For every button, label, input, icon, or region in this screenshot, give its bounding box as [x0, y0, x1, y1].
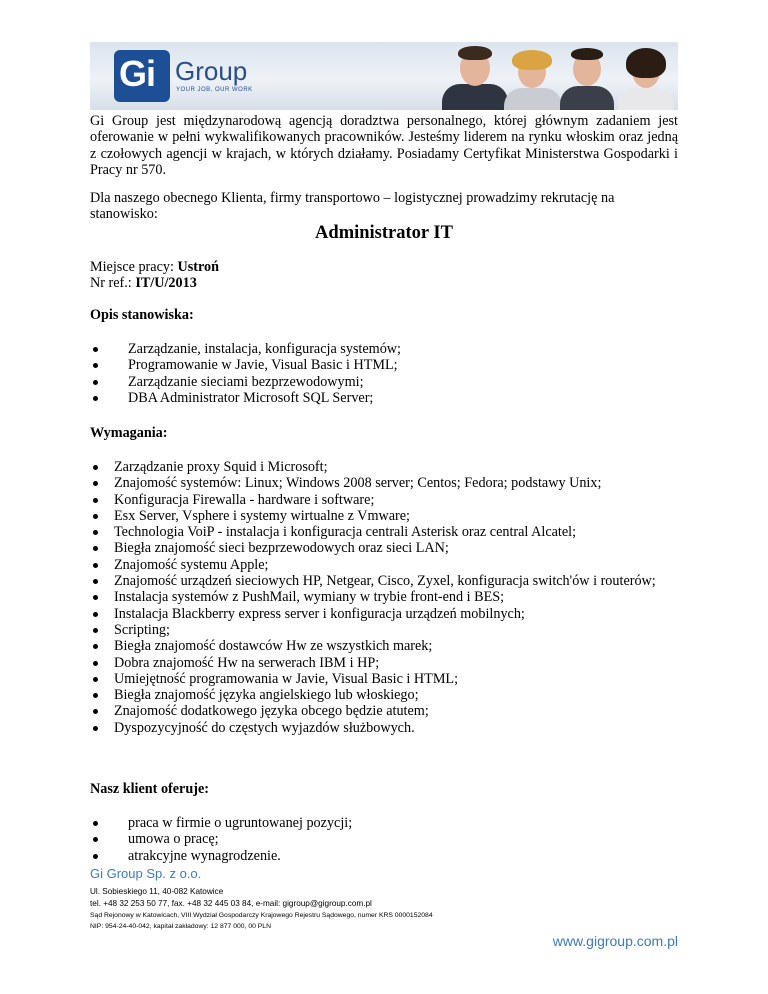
bullet-icon [93, 661, 98, 666]
bullet-icon [93, 481, 98, 486]
logo-group-text: Group [175, 56, 248, 86]
description-list [90, 341, 678, 406]
logo-gi-text: Gi [119, 53, 156, 94]
location-line [90, 259, 678, 275]
list-item: Instalacja Blackberry express server i konfiguracja urządzeń mobilnych; [90, 606, 678, 622]
list-item: Biegła znajomość sieci bezprzewodowych oraz sieci LAN; [90, 540, 678, 556]
bullet-icon [93, 612, 98, 617]
list-item: Programowanie w Javie, Visual Basic i HTML; [90, 357, 678, 373]
bullet-icon [93, 363, 98, 368]
intro-paragraph: Gi Group jest międzynarodową agencją doradztwa personalnego, której głównym zadaniem jest oferowanie w pełni wykwalifikowanych pracowników. Jesteśmy liderem na rynku włoskim oraz jedną z czołowych agencji w krajach, w których działamy. Posiadamy Certyfikat Ministerstwa Gospodarki i Pracy nr 570. [90, 113, 678, 178]
bullet-icon [93, 644, 98, 649]
reference-label: Nr ref.: [90, 275, 136, 291]
bullet-icon [93, 693, 98, 698]
footer-company-name: Gi Group Sp. z o.o. [90, 866, 202, 881]
list-item: Dyspozycyjność do częstych wyjazdów służbowych. [90, 720, 678, 736]
bullet-icon [93, 677, 98, 682]
list-item: Biegła znajomość języka angielskiego lub włoskiego; [90, 687, 678, 703]
location-value: Ustroń [177, 259, 219, 275]
bullet-icon [93, 514, 98, 519]
bullet-icon [93, 563, 98, 568]
location-label: Miejsce pracy: [90, 259, 178, 275]
offer-list [90, 815, 678, 864]
footer-address: Ul. Sobieskiego 11, 40-082 Katowice [90, 887, 224, 896]
list-item: Esx Server, Vsphere i systemy wirtualne z Vmware; [90, 508, 678, 524]
list-item: DBA Administrator Microsoft SQL Server; [90, 390, 678, 406]
bullet-icon [93, 530, 98, 535]
description-heading: Opis stanowiska: [90, 307, 194, 323]
list-item: Znajomość urządzeń sieciowych HP, Netgear, Cisco, Zyxel, konfiguracja switch'ów i routerów; [90, 573, 678, 589]
client-intro-paragraph: Dla naszego obecnego Klienta, firmy transportowo – logistycznej prowadzimy rekrutację na stanowisko: [90, 190, 615, 223]
list-item: Umiejętność programowania w Javie, Visual Basic i HTML; [90, 671, 678, 687]
list-item: Znajomość dodatkowego języka obcego będzie atutem; [90, 703, 678, 719]
job-title: Administrator IT [315, 223, 453, 243]
list-item: Technologia VoiP - instalacja i konfiguracja centrali Asterisk oraz central Alcatel; [90, 524, 678, 540]
offer-heading: Nasz klient oferuje: [90, 781, 209, 797]
requirements-list [90, 459, 678, 736]
list-item: Instalacja systemów z PushMail, wymiany w trybie front-end i BES; [90, 589, 678, 605]
bullet-icon [93, 465, 98, 470]
list-item: Dobra znajomość Hw na serwerach IBM i HP; [90, 655, 678, 671]
bullet-icon [93, 837, 98, 842]
list-item: Konfiguracja Firewalla - hardware i software; [90, 492, 678, 508]
footer-contact: tel. +48 32 253 50 77, fax. +48 32 445 03 84, e-mail: gigroup@gigroup.com.pl [90, 899, 372, 908]
bullet-icon [93, 546, 98, 551]
person-illustration-4 [614, 42, 678, 110]
list-item: Scripting; [90, 622, 678, 638]
list-item: umowa o pracę; [90, 831, 678, 847]
bullet-icon [93, 396, 98, 401]
bullet-icon [93, 821, 98, 826]
list-item: Zarządzanie proxy Squid i Microsoft; [90, 459, 678, 475]
list-item: Znajomość systemów: Linux; Windows 2008 server; Centos; Fedora; podstawy Unix; [90, 475, 678, 491]
bullet-icon [93, 709, 98, 714]
reference-line [90, 275, 678, 291]
bullet-icon [93, 380, 98, 385]
list-item: Biegła znajomość dostawców Hw ze wszystkich marek; [90, 638, 678, 654]
bullet-icon [93, 579, 98, 584]
bullet-icon [93, 628, 98, 633]
header-banner [90, 42, 678, 110]
bullet-icon [93, 854, 98, 859]
list-item: atrakcyjne wynagrodzenie. [90, 848, 678, 864]
bullet-icon [93, 595, 98, 600]
footer-nip: NIP: 954-24-40-042, kapitał zakładowy: 12 877 000, 00 PLN [90, 923, 271, 930]
footer-website-link[interactable]: www.gigroup.com.pl [552, 933, 678, 949]
bullet-icon [93, 726, 98, 731]
requirements-heading: Wymagania: [90, 425, 168, 441]
list-item: Zarządzanie sieciami bezprzewodowymi; [90, 374, 678, 390]
bullet-icon [93, 498, 98, 503]
person-illustration-3 [556, 42, 618, 110]
list-item: Znajomość systemu Apple; [90, 557, 678, 573]
logo-slogan: YOUR JOB, OUR WORK [176, 87, 253, 93]
bullet-icon [93, 347, 98, 352]
reference-value: IT/U/2013 [135, 275, 197, 291]
list-item: praca w firmie o ugruntowanej pozycji; [90, 815, 678, 831]
footer-court-registry: Sąd Rejonowy w Katowicach, VIII Wydział Gospodarczy Krajowego Rejestru Sądowego, numer KRS 0000152084 [90, 912, 433, 919]
list-item: Zarządzanie, instalacja, konfiguracja systemów; [90, 341, 678, 357]
